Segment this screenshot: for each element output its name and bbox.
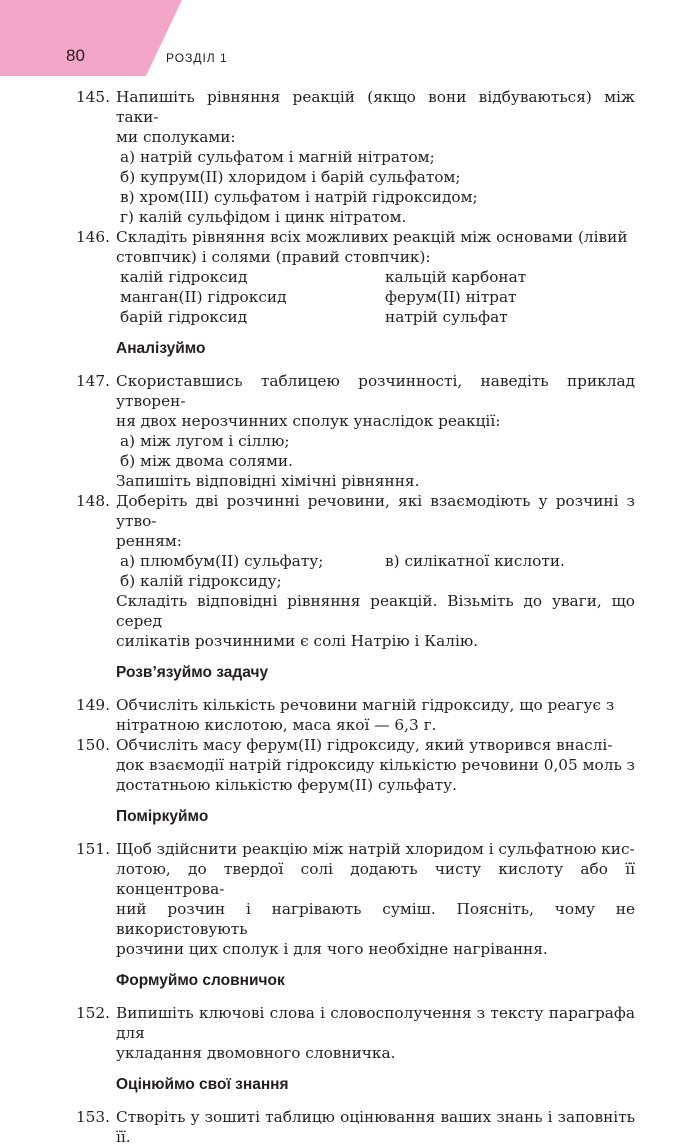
task-text: Щоб здійснити реакцію між натрій хлоридом і сульфатною кис- bbox=[116, 840, 635, 858]
task-note: Складіть відповідні рівняння реакцій. Візьміть до уваги, що серед bbox=[116, 592, 635, 630]
task-text: док взаємодії натрій гідроксиду кількістю речовини 0,05 моль з bbox=[116, 756, 635, 774]
task-number: 153. bbox=[75, 1108, 110, 1126]
task-number: 147. bbox=[75, 372, 110, 390]
task-item: б) між двома солями. bbox=[120, 452, 293, 470]
task-item: а) натрій сульфатом і магній нітратом; bbox=[120, 148, 435, 166]
task-number: 152. bbox=[75, 1004, 110, 1022]
task-item: б) калій гідроксиду; bbox=[120, 572, 282, 590]
task-152 bbox=[0, 1003, 695, 1063]
heading-dictionary: Формуймо словничок bbox=[116, 972, 285, 989]
task-item: а) плюмбум(ІІ) сульфату; bbox=[120, 552, 324, 570]
task-text: Складіть рівняння всіх можливих реакцій між основами (лівий bbox=[116, 228, 628, 246]
column-row bbox=[116, 267, 635, 287]
task-153 bbox=[0, 1107, 695, 1147]
task-text: ренням: bbox=[116, 532, 182, 550]
salt-item: ферум(ІІ) нітрат bbox=[385, 288, 517, 306]
task-text: нітратною кислотою, маса якої — 6,3 г. bbox=[116, 716, 437, 734]
task-text: укладання двомовного словничка. bbox=[116, 1044, 396, 1062]
task-145 bbox=[0, 87, 695, 227]
task-note: силікатів розчинними є солі Натрію і Калію. bbox=[116, 632, 479, 650]
column-row bbox=[116, 287, 635, 307]
task-148 bbox=[0, 491, 695, 651]
task-151 bbox=[0, 839, 695, 959]
task-147 bbox=[0, 371, 695, 491]
task-text: розчини цих сполук і для чого необхідне нагрівання. bbox=[116, 940, 548, 958]
task-text: Обчисліть масу ферум(ІІ) гідроксиду, який утворився внаслі- bbox=[116, 736, 613, 754]
page-content bbox=[0, 87, 695, 1147]
task-item: в) хром(ІІІ) сульфатом і натрій гідроксидом; bbox=[120, 188, 478, 206]
task-text: Скориставшись таблицею розчинності, наведіть приклад утворен- bbox=[116, 372, 635, 410]
task-text: ний розчин і нагрівають суміш. Поясніть, чому не використовують bbox=[116, 900, 635, 938]
task-number: 145. bbox=[75, 88, 110, 106]
heading-analyze: Аналізуймо bbox=[116, 340, 206, 357]
column-row bbox=[116, 551, 635, 571]
task-item: в) силікатної кислоти. bbox=[385, 552, 565, 570]
task-text: лотою, до твердої солі додають чисту кислоту або її концентрова- bbox=[116, 860, 635, 898]
heading-solve: Розв’язуймо задачу bbox=[116, 664, 269, 681]
task-text: достатньою кількістю ферум(ІІ) сульфату. bbox=[116, 776, 457, 794]
heading-think: Поміркуймо bbox=[116, 808, 209, 825]
task-text: ня двох нерозчинних сполук унаслідок реакції: bbox=[116, 412, 501, 430]
task-number: 149. bbox=[75, 696, 110, 714]
base-item: манган(ІІ) гідроксид bbox=[120, 288, 287, 306]
task-number: 150. bbox=[75, 736, 110, 754]
salt-item: натрій сульфат bbox=[385, 308, 508, 326]
task-note: Запишіть відповідні хімічні рівняння. bbox=[116, 472, 420, 490]
salt-item: кальцій карбонат bbox=[385, 268, 527, 286]
task-item: б) купрум(ІІ) хлоридом і барій сульфатом; bbox=[120, 168, 461, 186]
task-item: г) калій сульфідом і цинк нітратом. bbox=[120, 208, 407, 226]
task-text: Випишіть ключові слова і словосполучення з тексту параграфа для bbox=[116, 1004, 635, 1042]
task-text: Напишіть рівняння реакцій (якщо вони відбуваються) між таки- bbox=[116, 88, 635, 126]
base-item: барій гідроксид bbox=[120, 308, 248, 326]
page-number: 80 bbox=[66, 46, 85, 65]
column-row bbox=[116, 307, 635, 327]
task-text: Доберіть дві розчинні речовини, які взаємодіють у розчині з утво- bbox=[116, 492, 635, 530]
section-label: РОЗДІЛ 1 bbox=[166, 51, 228, 65]
task-text: ми сполуками: bbox=[116, 128, 236, 146]
task-146 bbox=[0, 227, 695, 327]
task-item: а) між лугом і сіллю; bbox=[120, 432, 290, 450]
task-150 bbox=[0, 735, 695, 795]
task-number: 146. bbox=[75, 228, 110, 246]
base-item: калій гідроксид bbox=[120, 268, 248, 286]
task-text: Обчисліть кількість речовини магній гідроксиду, що реагує з bbox=[116, 696, 615, 714]
task-149 bbox=[0, 695, 695, 735]
corner-tab bbox=[0, 0, 182, 76]
heading-evaluate: Оцінюймо свої знання bbox=[116, 1076, 289, 1093]
task-text: стовпчик) і солями (правий стовпчик): bbox=[116, 248, 431, 266]
task-text: Створіть у зошиті таблицю оцінювання ваших знань і заповніть її. bbox=[116, 1108, 635, 1146]
task-number: 148. bbox=[75, 492, 110, 510]
task-number: 151. bbox=[75, 840, 110, 858]
